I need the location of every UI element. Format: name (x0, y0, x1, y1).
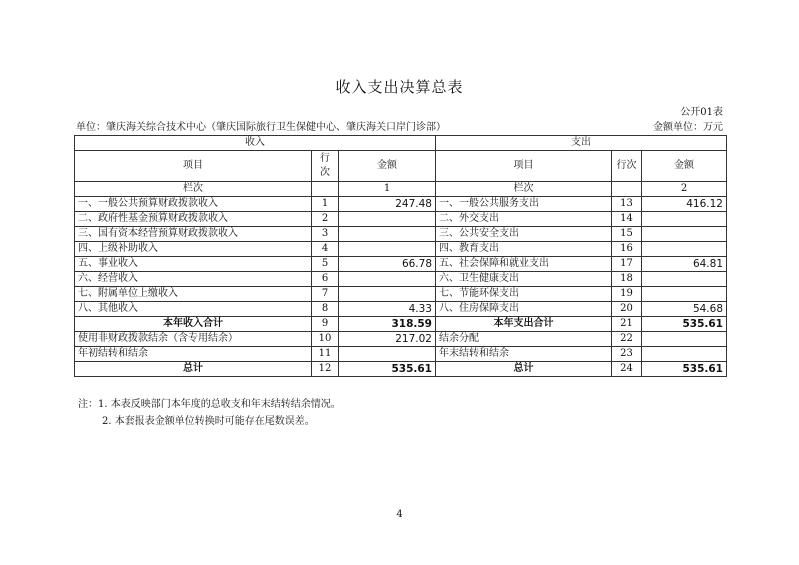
expense-amount (642, 212, 727, 227)
form-code: 公开01表 (680, 107, 723, 118)
column-header-row (75, 151, 727, 182)
expense-line-no: 16 (612, 242, 642, 257)
expense-line-no: 23 (612, 347, 642, 362)
table-row (75, 332, 727, 347)
table-row (75, 212, 727, 227)
income-amount-header: 金额 (339, 151, 436, 182)
expense-amount: 416.12 (642, 197, 727, 212)
expense-item: 八、住房保障支出 (436, 302, 612, 317)
page-number: 4 (396, 509, 403, 520)
empty-cell (612, 182, 642, 197)
expense-line-no: 18 (612, 272, 642, 287)
income-line-no: 4 (312, 242, 339, 257)
expense-line-no: 15 (612, 227, 642, 242)
income-line-no: 6 (312, 272, 339, 287)
income-amount (339, 242, 436, 257)
income-column-number: 1 (339, 182, 436, 197)
expense-amount-header: 金额 (642, 151, 727, 182)
expense-item: 七、节能环保支出 (436, 287, 612, 302)
income-amount: 217.02 (339, 332, 436, 347)
table-row (75, 242, 727, 257)
expense-column-number: 2 (642, 182, 727, 197)
income-item: 八、其他收入 (75, 302, 312, 317)
expense-line-no: 17 (612, 257, 642, 272)
expense-total-amount: 535.61 (642, 362, 727, 377)
income-item: 年初结转和结余 (75, 347, 312, 362)
income-item: 四、上级补助收入 (75, 242, 312, 257)
note-line-1: 注：1. 本表反映部门本年度的总收支和年末结转结余情况。 (78, 399, 341, 410)
income-item: 三、国有资本经营预算财政拨款收入 (75, 227, 312, 242)
expense-line-no-header: 行次 (612, 151, 642, 182)
income-line-no: 10 (312, 332, 339, 347)
income-total-amount: 535.61 (339, 362, 436, 377)
income-amount (339, 212, 436, 227)
income-item: 五、事业收入 (75, 257, 312, 272)
empty-cell (312, 182, 339, 197)
expense-subtotal-amount: 535.61 (642, 317, 727, 332)
report-title: 收入支出决算总表 (335, 78, 464, 96)
table-row (75, 227, 727, 242)
table-row (75, 197, 727, 212)
expense-total-line-no: 24 (612, 362, 642, 377)
income-item: 七、附属单位上缴收入 (75, 287, 312, 302)
expense-column-label: 栏次 (436, 182, 612, 197)
income-line-no: 5 (312, 257, 339, 272)
expense-item: 三、公共安全支出 (436, 227, 612, 242)
expense-item: 六、卫生健康支出 (436, 272, 612, 287)
expense-total-label: 总计 (436, 362, 612, 377)
income-item: 使用非财政拨款结余（含专用结余） (75, 332, 312, 347)
expense-amount (642, 332, 727, 347)
reporting-unit: 单位：肇庆海关综合技术中心（肇庆国际旅行卫生保健中心、肇庆海关口岸门诊部） (76, 122, 446, 133)
income-amount (339, 272, 436, 287)
expense-line-no: 13 (612, 197, 642, 212)
table-row (75, 257, 727, 272)
income-amount: 4.33 (339, 302, 436, 317)
income-line-no-header: 行 次 (312, 151, 339, 182)
expense-amount (642, 287, 727, 302)
income-line-no: 1 (312, 197, 339, 212)
expense-item: 年末结转和结余 (436, 347, 612, 362)
income-column-label: 栏次 (75, 182, 312, 197)
income-expense-table (74, 135, 727, 377)
income-line-no: 7 (312, 287, 339, 302)
amount-unit: 金额单位：万元 (653, 122, 723, 133)
income-line-no: 11 (312, 347, 339, 362)
column-number-row (75, 182, 727, 197)
income-item-header: 项目 (75, 151, 312, 182)
expense-amount (642, 242, 727, 257)
expense-amount (642, 272, 727, 287)
expense-item: 二、外交支出 (436, 212, 612, 227)
income-amount: 247.48 (339, 197, 436, 212)
income-item: 二、政府性基金预算财政拨款收入 (75, 212, 312, 227)
expense-amount (642, 227, 727, 242)
expense-item: 一、一般公共服务支出 (436, 197, 612, 212)
income-section-header: 收入 (75, 136, 436, 151)
expense-amount: 64.81 (642, 257, 727, 272)
income-line-no: 8 (312, 302, 339, 317)
income-item: 六、经营收入 (75, 272, 312, 287)
expense-section-header: 支出 (436, 136, 727, 151)
income-line-no: 3 (312, 227, 339, 242)
expense-amount: 54.68 (642, 302, 727, 317)
income-total-line-no: 12 (312, 362, 339, 377)
expense-item: 结余分配 (436, 332, 612, 347)
table-row (75, 272, 727, 287)
expense-line-no: 20 (612, 302, 642, 317)
subtotal-row (75, 317, 727, 332)
section-header-row (75, 136, 727, 151)
note-line-2: 2. 本套报表金额单位转换时可能存在尾数误差。 (102, 416, 315, 427)
expense-line-no: 14 (612, 212, 642, 227)
expense-amount (642, 347, 727, 362)
expense-line-no: 22 (612, 332, 642, 347)
table-row (75, 302, 727, 317)
income-subtotal-line-no: 9 (312, 317, 339, 332)
expense-line-no: 19 (612, 287, 642, 302)
expense-item: 五、社会保障和就业支出 (436, 257, 612, 272)
expense-item: 四、教育支出 (436, 242, 612, 257)
income-item: 一、一般公共预算财政拨款收入 (75, 197, 312, 212)
income-amount: 66.78 (339, 257, 436, 272)
income-subtotal-amount: 318.59 (339, 317, 436, 332)
income-line-no: 2 (312, 212, 339, 227)
income-amount (339, 347, 436, 362)
notes (78, 396, 341, 430)
income-amount (339, 287, 436, 302)
table-row (75, 287, 727, 302)
expense-item-header: 项目 (436, 151, 612, 182)
income-total-label: 总计 (75, 362, 312, 377)
income-subtotal-label: 本年收入合计 (75, 317, 312, 332)
income-amount (339, 227, 436, 242)
table-row (75, 347, 727, 362)
expense-subtotal-line-no: 21 (612, 317, 642, 332)
expense-subtotal-label: 本年支出合计 (436, 317, 612, 332)
total-row (75, 362, 727, 377)
